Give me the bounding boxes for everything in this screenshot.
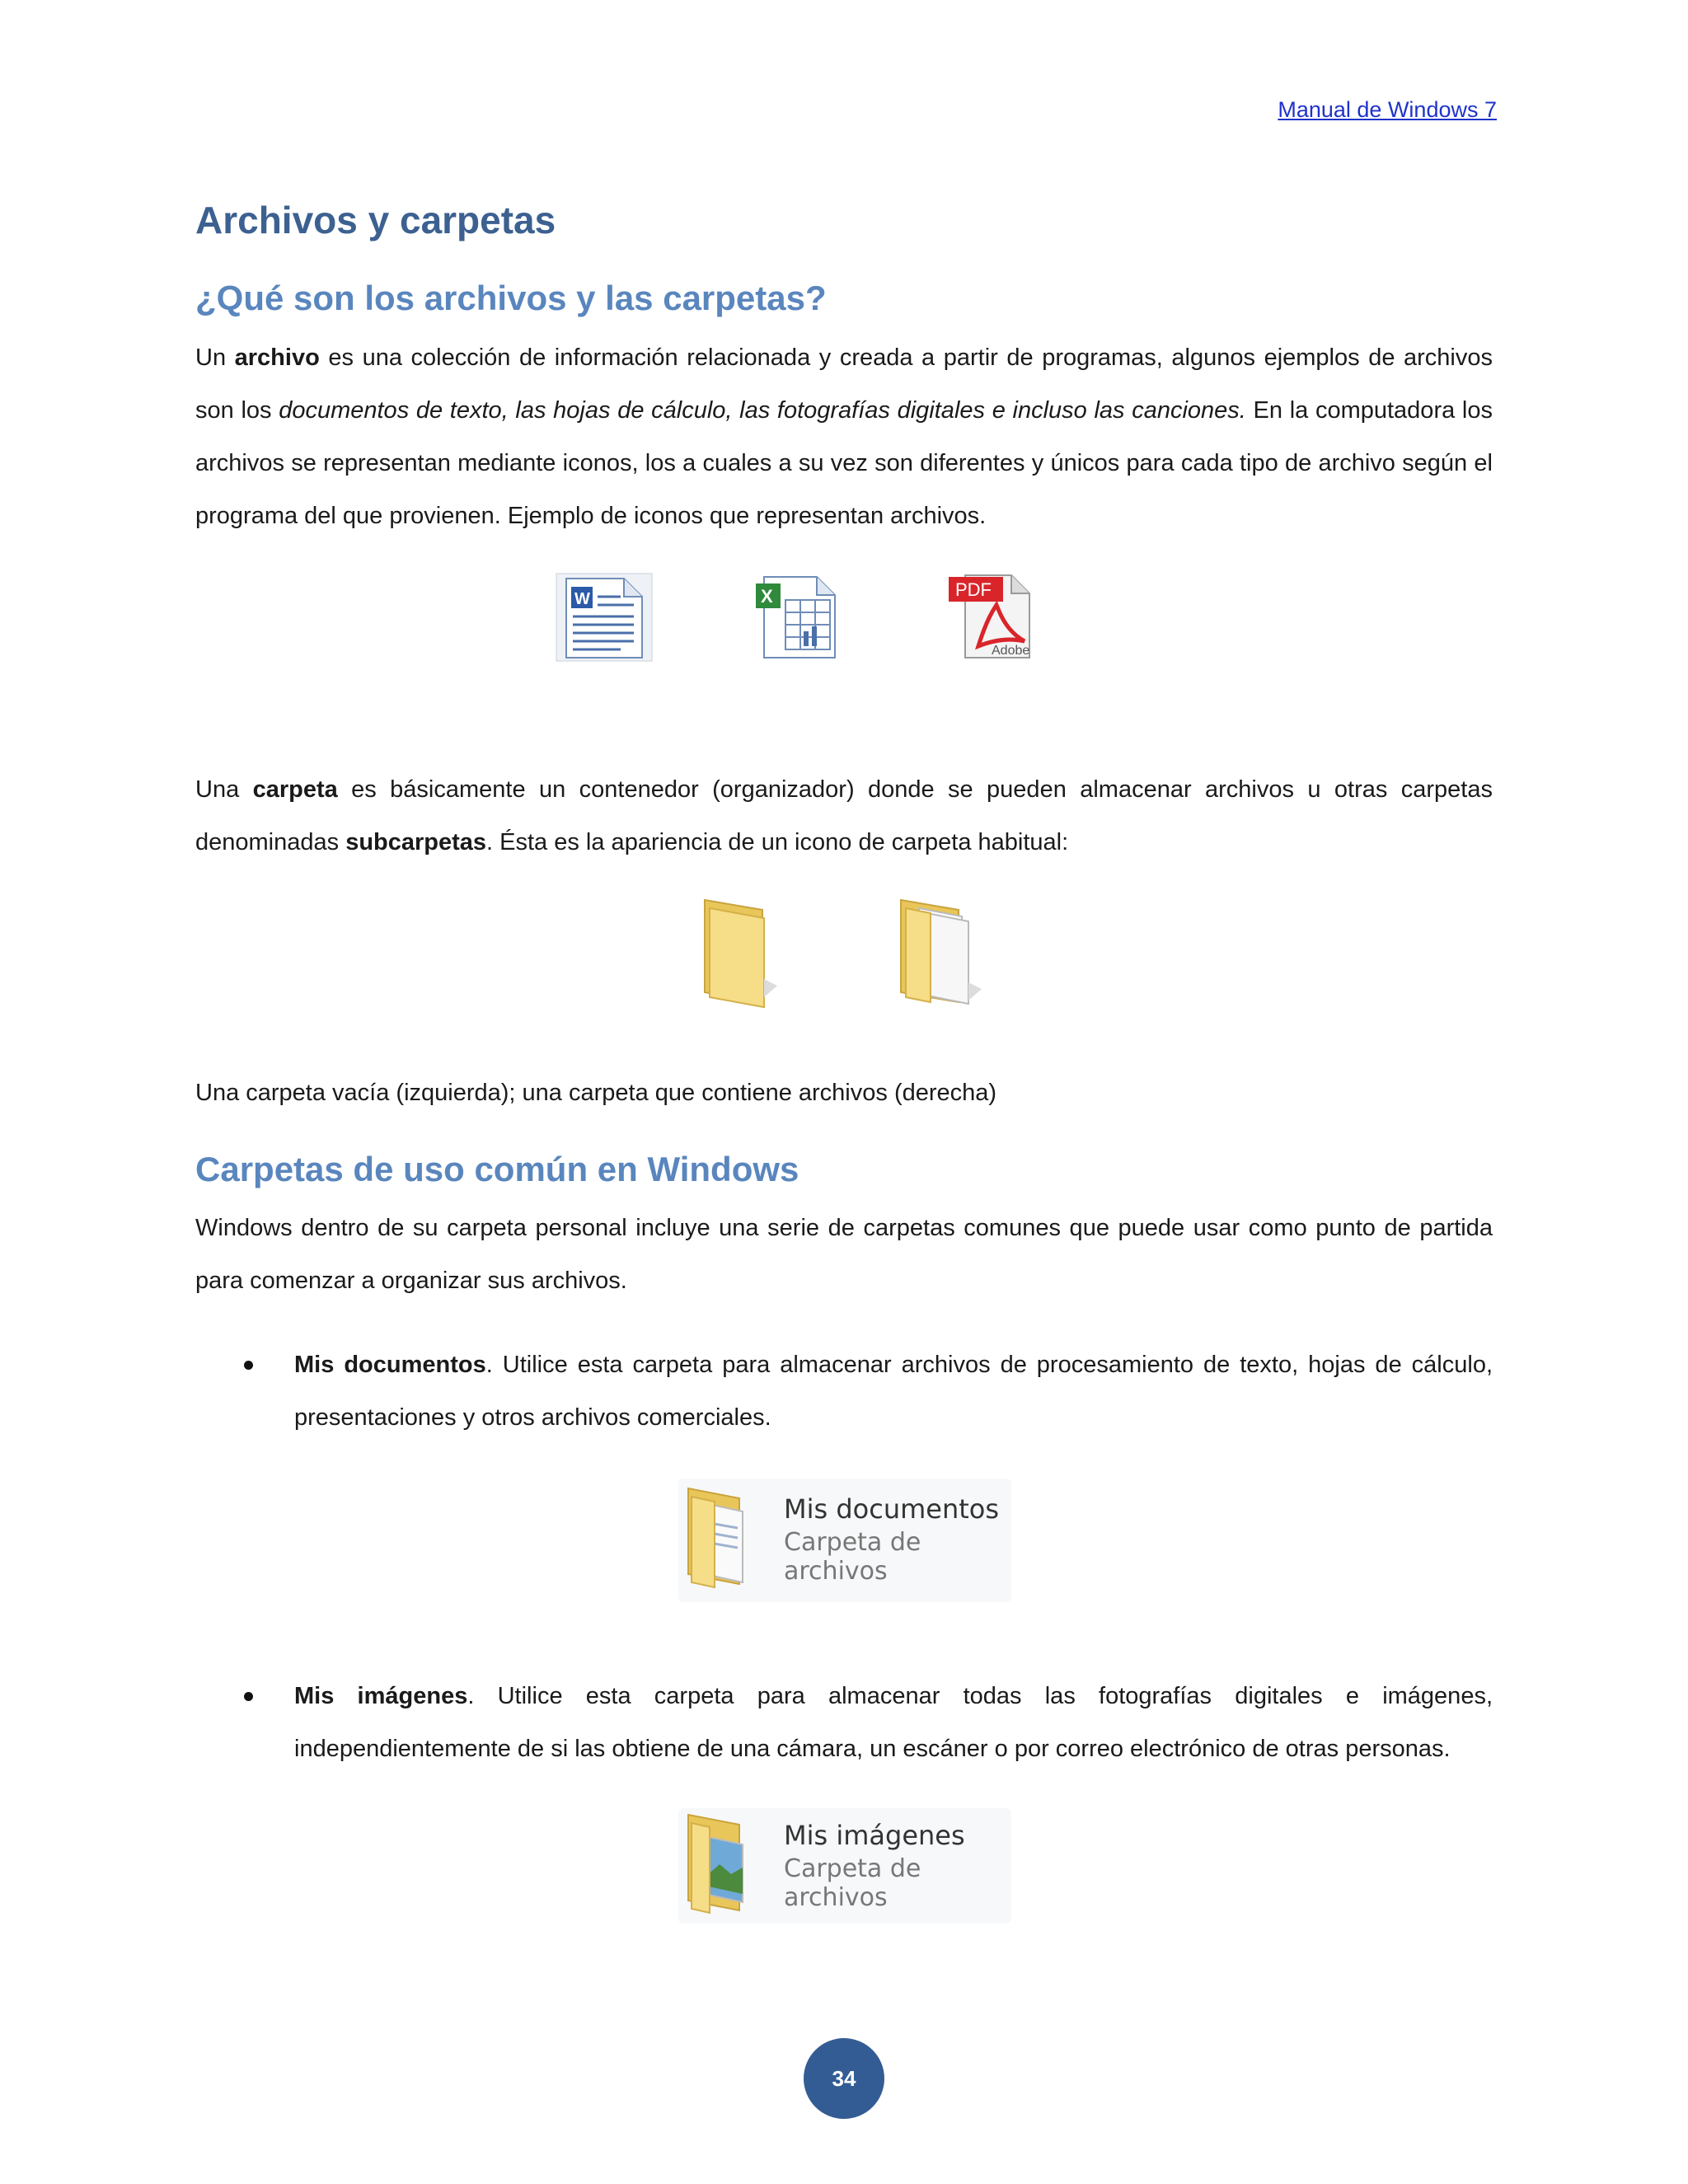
list-item-text	[294, 1338, 1493, 1444]
bullet-dot	[244, 1692, 253, 1701]
svg-text:X: X	[761, 585, 773, 607]
mis-imagenes-tile[interactable]	[678, 1808, 1011, 1924]
common-folders-intro: Windows dentro de su carpeta personal incluye una serie de carpetas comunes que puede usar como punto de partida para comenzar a organizar sus archivos.	[195, 1214, 1493, 1294]
pictures-folder-icon	[683, 1811, 766, 1919]
common-folders-list	[195, 1338, 1493, 1940]
folder-caption: Una carpeta vacía (izquierda); una carpeta que contiene archivos (derecha)	[195, 1079, 997, 1106]
page-content	[195, 198, 1493, 1940]
full-folder-icon	[894, 897, 993, 1016]
bullet-dot	[244, 1361, 253, 1370]
carpeta-paragraph	[195, 763, 1493, 869]
tile-title: Mis imágenes	[784, 1819, 965, 1851]
folder-icons-row	[195, 869, 1493, 1033]
term-archivo: archivo	[234, 344, 320, 371]
text: es una colección de información relacionada y creada a partir de programas, algunos ejemplos de archivos son los	[195, 344, 1493, 424]
folder-name: Mis imágenes	[294, 1682, 468, 1709]
pdf-adobe-icon	[945, 570, 1036, 667]
text: . Ésta es la apariencia de un icono de carpeta habitual:	[486, 828, 1069, 855]
tile-subtitle: Carpeta de archivos	[784, 1854, 921, 1912]
list-item-mis-documentos	[195, 1338, 1493, 1633]
folder-tile-row	[294, 1444, 1493, 1633]
empty-folder-icon	[698, 897, 789, 1016]
file-icons-row	[195, 547, 1493, 712]
list-item-text	[294, 1670, 1493, 1775]
term-carpeta: carpeta	[252, 776, 338, 803]
examples-text: documentos de texto, las hojas de cálculo, las fotografías digitales e incluso las canciones.	[279, 396, 1246, 424]
folder-description: . Utilice esta carpeta para almacenar archivos de procesamiento de texto, hojas de cálculo, presentaciones y otros archivos comerciales.	[294, 1351, 1493, 1431]
excel-spreadsheet-icon	[753, 572, 843, 667]
page-number-badge: 34	[804, 2038, 884, 2119]
header-manual-link[interactable]: Manual de Windows 7	[1278, 97, 1497, 122]
pdf-badge-text: PDF	[955, 579, 992, 600]
tile-subtitle: Carpeta de archivos	[784, 1527, 921, 1586]
text: En la computadora los archivos se representan mediante iconos, los a cuales a su vez son diferentes y únicos para cada tipo de archivo según el programa del que provienen. Ejemplo de iconos que representan archivos.	[195, 396, 1493, 529]
list-item-mis-imagenes	[195, 1670, 1493, 1940]
mis-documentos-tile[interactable]	[678, 1479, 1011, 1602]
text: es básicamente un contenedor (organizador) donde se pueden almacenar archivos u otras carpetas denominadas	[195, 776, 1493, 855]
page-title: Archivos y carpetas	[195, 199, 556, 241]
folder-tile-row	[294, 1775, 1493, 1940]
adobe-label: Adobe	[992, 643, 1030, 658]
folder-description: . Utilice esta carpeta para almacenar todas las fotografías digitales e imágenes, independientemente de si las obtiene de una cámara, un escáner o por correo electrónico de otras personas.	[294, 1682, 1493, 1762]
word-document-icon	[555, 572, 654, 667]
term-subcarpetas: subcarpetas	[345, 828, 487, 855]
section-heading-common-folders: Carpetas de uso común en Windows	[195, 1149, 799, 1188]
documents-folder-icon	[683, 1485, 766, 1592]
section-heading-files-folders: ¿Qué son los archivos y las carpetas?	[195, 279, 827, 318]
archivo-paragraph	[195, 331, 1493, 542]
tile-title: Mis documentos	[784, 1493, 1000, 1525]
svg-text:W: W	[574, 589, 590, 608]
text: Un	[195, 344, 235, 371]
text: Una	[195, 776, 253, 803]
folder-name: Mis documentos	[294, 1351, 486, 1378]
